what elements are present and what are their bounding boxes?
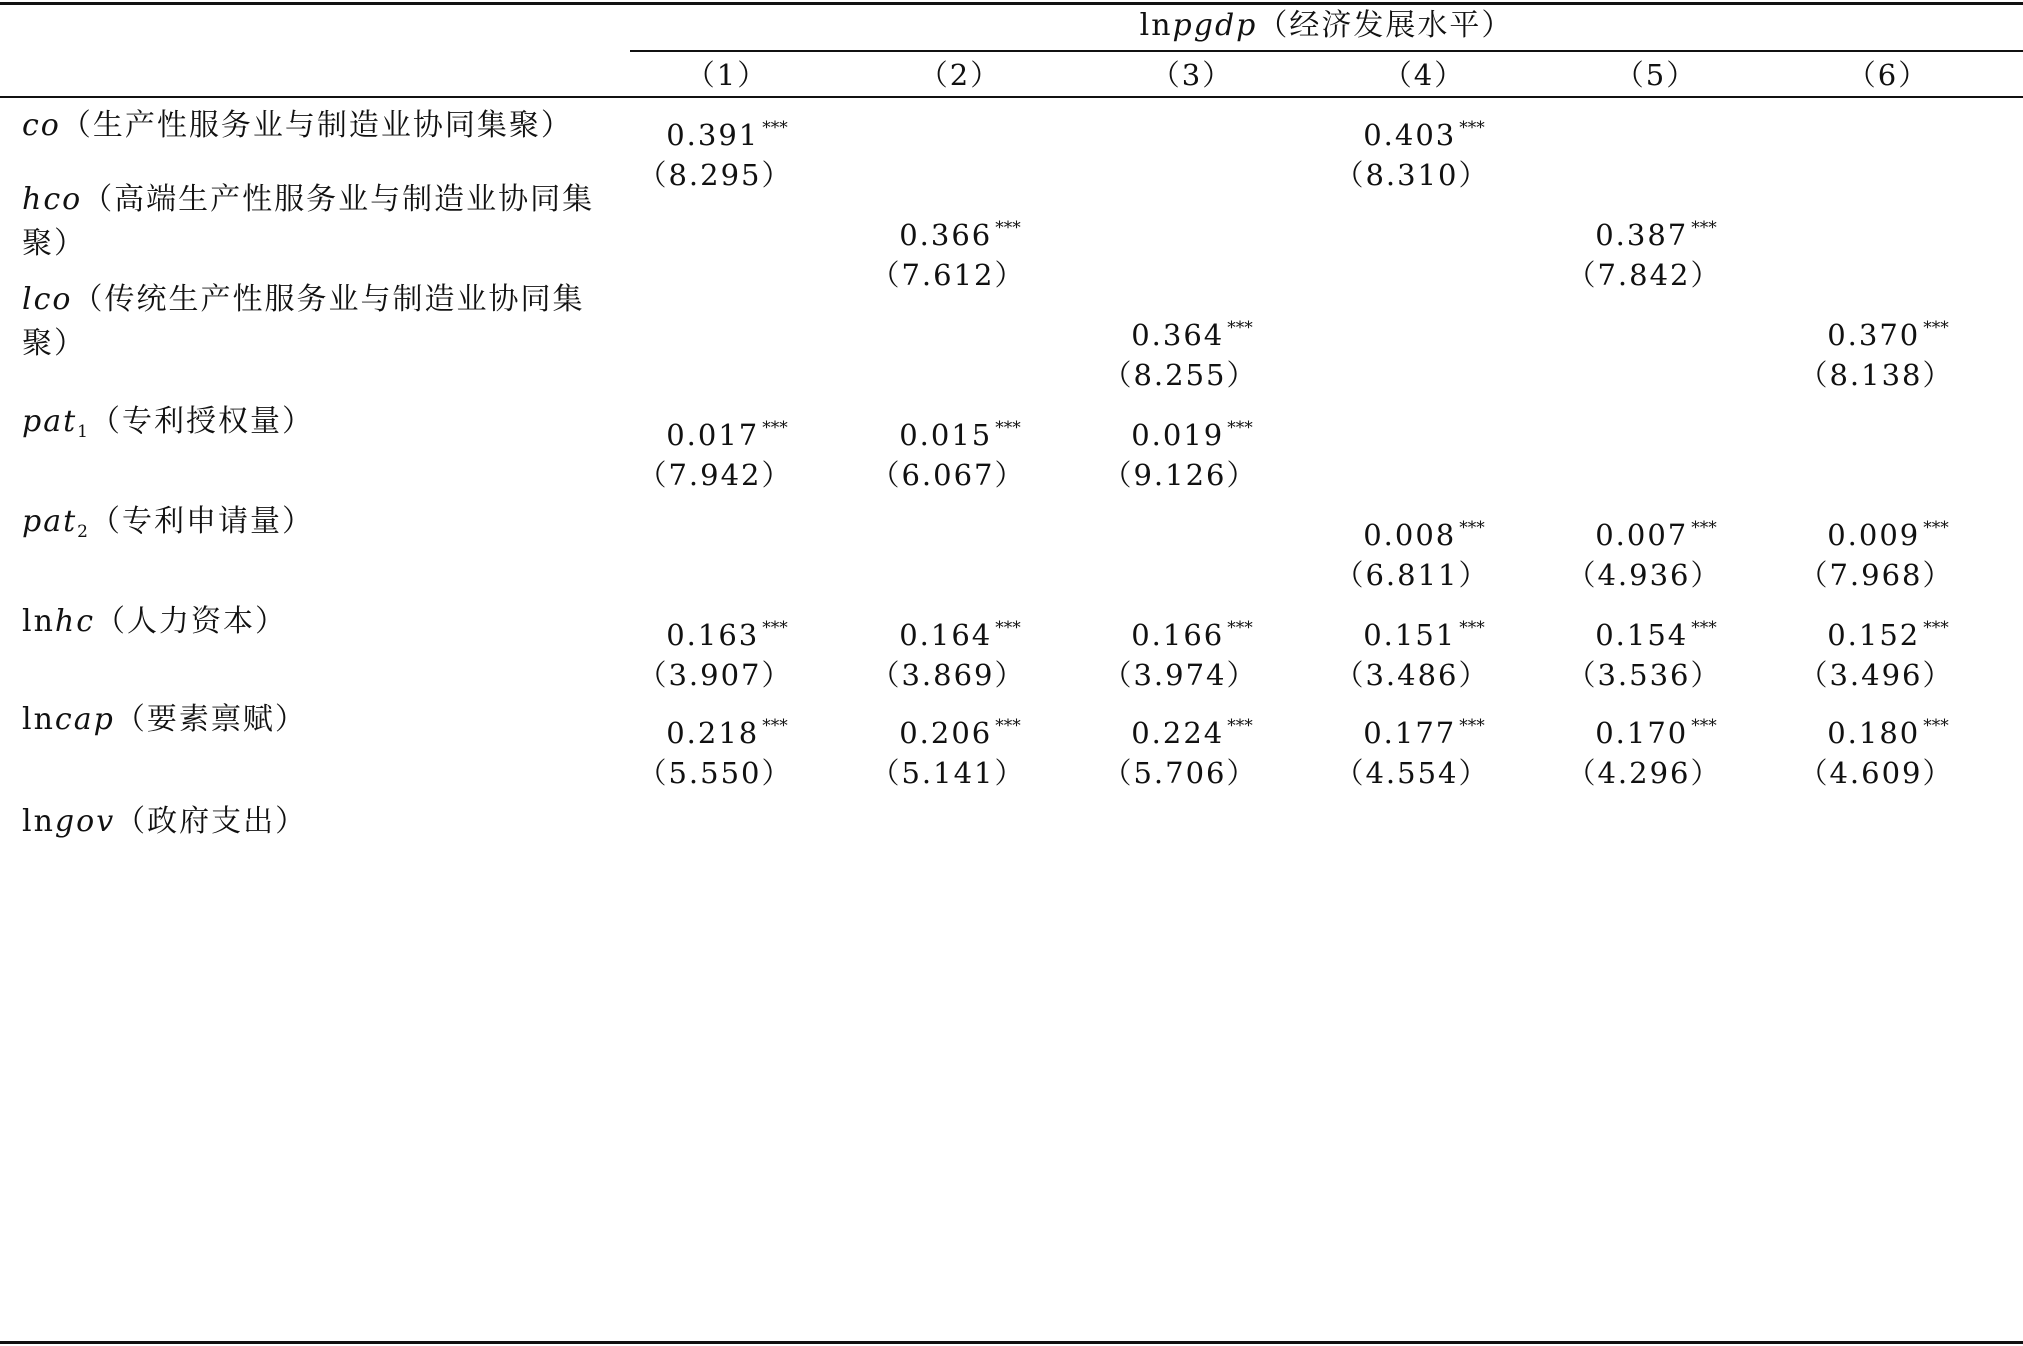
tstat-cell: （8.295） — [637, 158, 793, 192]
tstat-cell: （4.936） — [1566, 558, 1722, 592]
significance-stars: *** — [1691, 518, 1717, 538]
significance-stars: *** — [995, 618, 1021, 638]
tstat-cell: （3.974） — [1102, 658, 1258, 692]
coef-cell — [1309, 706, 1539, 750]
row-label-continued: 聚） — [22, 326, 86, 361]
significance-stars: *** — [995, 218, 1021, 238]
coef-cell — [1773, 608, 2003, 652]
var-name: pat — [22, 504, 78, 539]
group-rule — [630, 50, 2023, 52]
coef-cell — [1773, 308, 2003, 352]
row-label-continued: 聚） — [22, 226, 86, 261]
coef-value: 0.206 — [899, 716, 993, 750]
coef-value: 0.364 — [1131, 318, 1225, 352]
var-prefix: ln — [22, 702, 55, 737]
var-desc: （传统生产性服务业与制造业协同集 — [72, 282, 585, 317]
top-rule — [0, 2, 2023, 5]
row-label — [22, 700, 622, 740]
coef-cell — [845, 608, 1075, 652]
coef-value: 0.403 — [1363, 118, 1457, 152]
var-desc: （要素禀赋） — [114, 702, 307, 737]
tstat-cell: （7.612） — [870, 258, 1026, 292]
var-prefix: ln — [22, 804, 55, 839]
significance-stars: *** — [1459, 518, 1485, 538]
coef-cell — [1309, 108, 1539, 152]
significance-stars: *** — [762, 418, 788, 438]
coef-cell — [612, 706, 842, 750]
coef-cell — [845, 706, 1075, 750]
tstat-cell: （7.842） — [1566, 258, 1722, 292]
tstat-cell: （8.138） — [1798, 358, 1954, 392]
tstat-cell: （6.811） — [1334, 558, 1490, 592]
coef-value: 0.007 — [1595, 518, 1689, 552]
coef-cell — [1773, 508, 2003, 552]
column-header: （2） — [918, 58, 1002, 92]
coef-cell — [612, 608, 842, 652]
coef-value: 0.163 — [666, 618, 760, 652]
row-label — [22, 280, 622, 320]
var-subscript: 1 — [77, 422, 90, 442]
column-header: （6） — [1846, 58, 1930, 92]
var-name: hco — [22, 182, 83, 217]
significance-stars: *** — [1691, 218, 1717, 238]
coef-cell — [1077, 408, 1307, 452]
coef-value: 0.370 — [1827, 318, 1921, 352]
significance-stars: *** — [1459, 118, 1485, 138]
coef-value: 0.152 — [1827, 618, 1921, 652]
bottom-rule — [0, 1341, 2023, 1344]
row-label — [22, 802, 622, 842]
var-desc: （专利申请量） — [89, 504, 314, 539]
tstat-cell: （8.255） — [1102, 358, 1258, 392]
column-header: （1） — [685, 58, 769, 92]
var-desc: （高端生产性服务业与制造业协同集 — [82, 182, 595, 217]
var-name: co — [22, 108, 61, 143]
coef-cell — [1541, 706, 1771, 750]
row-label — [22, 180, 622, 220]
coef-value: 0.177 — [1363, 716, 1457, 750]
coef-cell — [1541, 608, 1771, 652]
tstat-cell: （4.296） — [1566, 756, 1722, 790]
tstat-cell: （5.550） — [637, 756, 793, 790]
coef-value: 0.224 — [1131, 716, 1225, 750]
coef-value: 0.015 — [899, 418, 993, 452]
var-desc: （人力资本） — [95, 604, 288, 639]
group-title: lnpgdp（经济发展水平） — [1139, 8, 1514, 43]
coef-value: 0.366 — [899, 218, 993, 252]
coef-value: 0.180 — [1827, 716, 1921, 750]
tstat-cell: （4.609） — [1798, 756, 1954, 790]
tstat-cell: （3.496） — [1798, 658, 1954, 692]
row-label — [22, 402, 622, 442]
coef-cell — [1077, 608, 1307, 652]
significance-stars: *** — [1227, 318, 1253, 338]
tstat-cell: （3.486） — [1334, 658, 1490, 692]
column-header: （3） — [1150, 58, 1234, 92]
coef-value: 0.151 — [1363, 618, 1457, 652]
coef-cell — [1309, 508, 1539, 552]
coef-value: 0.391 — [666, 118, 760, 152]
coef-cell — [1077, 308, 1307, 352]
var-name: gov — [54, 804, 116, 839]
significance-stars: *** — [1459, 716, 1485, 736]
tstat-cell: （4.554） — [1334, 756, 1490, 790]
significance-stars: *** — [1227, 418, 1253, 438]
var-name: cap — [54, 702, 115, 737]
coef-value: 0.387 — [1595, 218, 1689, 252]
significance-stars: *** — [1923, 318, 1949, 338]
row-label — [22, 602, 622, 642]
tstat-cell: （3.536） — [1566, 658, 1722, 692]
significance-stars: *** — [1691, 716, 1717, 736]
significance-stars: *** — [1459, 618, 1485, 638]
tstat-cell: （3.907） — [637, 658, 793, 692]
coef-value: 0.166 — [1131, 618, 1225, 652]
coef-cell — [845, 408, 1075, 452]
var-desc: （政府支出） — [115, 804, 308, 839]
tstat-cell: （8.310） — [1334, 158, 1490, 192]
coef-value: 0.009 — [1827, 518, 1921, 552]
significance-stars: *** — [1923, 618, 1949, 638]
var-name: lco — [22, 282, 73, 317]
significance-stars: *** — [1923, 716, 1949, 736]
coef-value: 0.218 — [666, 716, 760, 750]
coef-cell — [1541, 208, 1771, 252]
coef-cell — [1309, 608, 1539, 652]
coef-cell — [845, 208, 1075, 252]
coef-value: 0.164 — [899, 618, 993, 652]
coef-value: 0.170 — [1595, 716, 1689, 750]
coef-value: 0.008 — [1363, 518, 1457, 552]
var-prefix: ln — [22, 604, 55, 639]
tstat-cell: （7.942） — [637, 458, 793, 492]
coef-value: 0.154 — [1595, 618, 1689, 652]
var-name: hc — [54, 604, 96, 639]
significance-stars: *** — [762, 118, 788, 138]
coef-cell — [1773, 706, 2003, 750]
tstat-cell: （6.067） — [870, 458, 1026, 492]
header-rule — [0, 96, 2023, 98]
row-label — [22, 502, 622, 542]
column-header: （4） — [1382, 58, 1466, 92]
var-desc: （专利授权量） — [89, 404, 314, 439]
coef-value: 0.017 — [666, 418, 760, 452]
coef-cell — [1541, 508, 1771, 552]
significance-stars: *** — [1227, 618, 1253, 638]
tstat-cell: （5.706） — [1102, 756, 1258, 790]
var-subscript: 2 — [77, 522, 90, 542]
tstat-cell: （5.141） — [870, 756, 1026, 790]
coef-cell — [1077, 706, 1307, 750]
significance-stars: *** — [762, 716, 788, 736]
significance-stars: *** — [1227, 716, 1253, 736]
var-desc: （生产性服务业与制造业协同集聚） — [60, 108, 573, 143]
significance-stars: *** — [762, 618, 788, 638]
significance-stars: *** — [995, 716, 1021, 736]
var-name: pat — [22, 404, 78, 439]
coef-value: 0.019 — [1131, 418, 1225, 452]
significance-stars: *** — [995, 418, 1021, 438]
tstat-cell: （3.869） — [870, 658, 1026, 692]
significance-stars: *** — [1691, 618, 1717, 638]
coef-cell — [612, 408, 842, 452]
tstat-cell: （7.968） — [1798, 558, 1954, 592]
column-header: （5） — [1614, 58, 1698, 92]
significance-stars: *** — [1923, 518, 1949, 538]
row-label — [22, 106, 622, 146]
coef-cell — [612, 108, 842, 152]
tstat-cell: （9.126） — [1102, 458, 1258, 492]
